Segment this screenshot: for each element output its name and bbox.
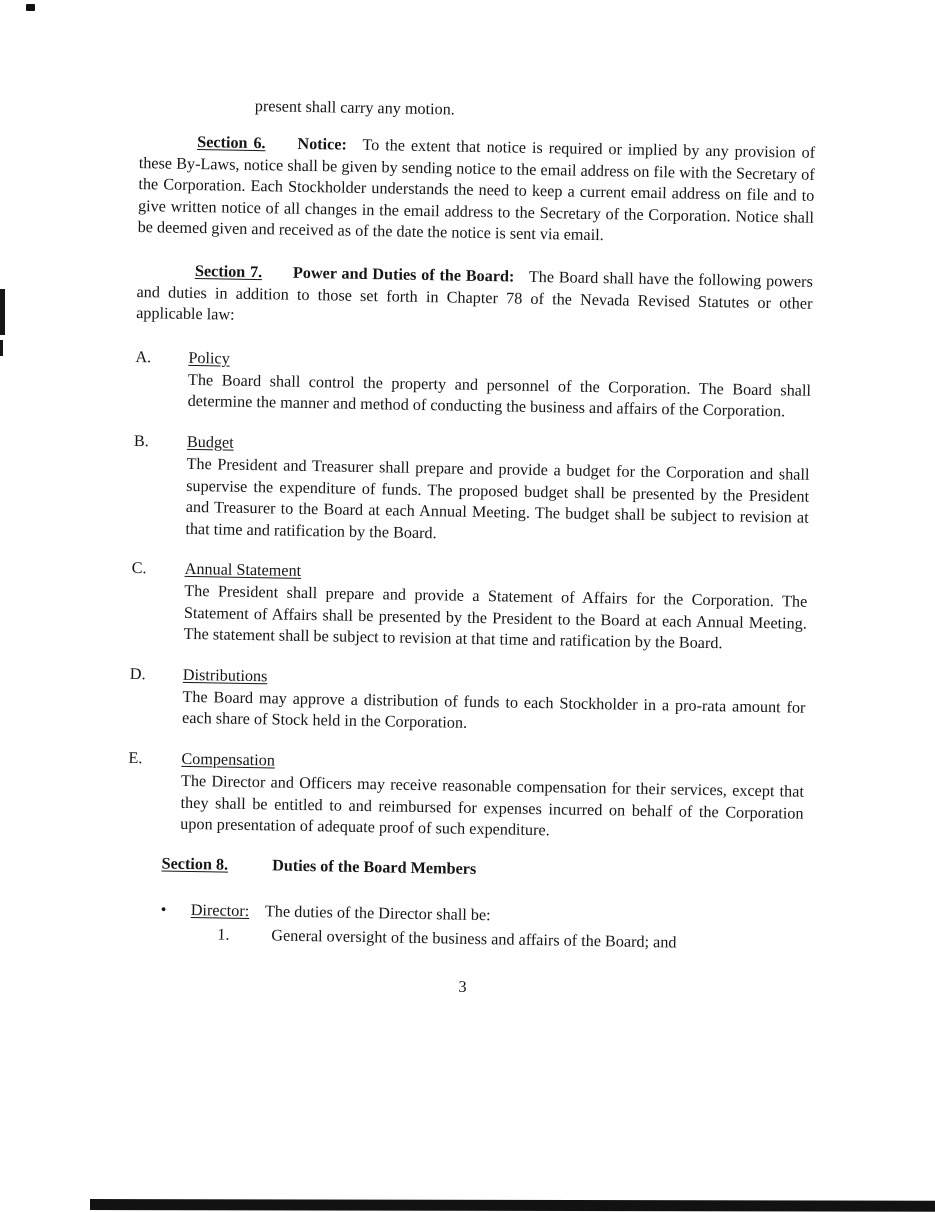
director-lead-text: The duties of the Director shall be: — [264, 902, 491, 925]
section-6-body: To the extent that notice is required or implied by any provision of these By-Laws, notice shall be given by sending notice to the email address on file with the Secretary of the Corporation. Each Stockholder understands the need to keep a current email address on file and to give written notice of all changes in the email address to the Secretary of the Corporation. Notice shall be deemed given and received as of the date the notice is sent via email. — [137, 136, 816, 245]
scan-artifact-left-edge-2 — [0, 340, 3, 356]
section-7-paragraph — [136, 260, 813, 336]
subsection-b-content — [185, 432, 810, 551]
subsection-b-letter: B. — [133, 431, 149, 451]
page-content — [124, 94, 816, 1004]
duty-item-number: 1. — [217, 925, 230, 944]
subsection-e-body: The Director and Officers may receive reasonable compensation for their services, except that they shall be entitled to and reimbursed for expenses incurred on behalf of the Corporation upon presentation of adequate proof of such expenditure. — [180, 771, 805, 840]
subsection-d-body: The Board may approve a distribution of funds to each Stockholder in a pro-rata amount for each share of Stock held in the Corporation. — [181, 687, 806, 733]
subsection-a — [134, 347, 811, 424]
section-8-label: Section 8. — [161, 854, 229, 875]
subsection-b-body: The President and Treasurer shall prepare and provide a budget for the Corporation and shall supervise the expenditure of funds. The proposed budget shall be presented by the President and Treasurer to the Board at each Annual Meeting. The budget shall be subject to revision at that time and ratification by the Board. — [185, 455, 810, 542]
subsection-e-heading: Compensation — [181, 749, 276, 770]
subsection-c-content — [183, 559, 807, 656]
section-8-title: Duties of the Board Members — [271, 856, 477, 879]
subsection-c-heading: Annual Statement — [184, 559, 302, 580]
subsection-c-letter: C. — [131, 558, 147, 578]
scan-artifact-left-edge — [0, 289, 5, 335]
section-8-heading — [161, 854, 802, 887]
subsection-d-heading: Distributions — [182, 665, 268, 685]
page-number: 3 — [458, 977, 467, 996]
subsection-b — [132, 431, 810, 551]
subsection-c-body: The President shall prepare and provide a Statement of Affairs for the Corporation. The Statement of Affairs shall be presented by the President to the Board at each Annual Meeting. The statement shall be subject to revision at that time and ratification by the Board. — [183, 582, 808, 653]
subsection-e-letter: E. — [128, 748, 143, 767]
subsection-a-letter: A. — [135, 347, 152, 366]
section-6-paragraph — [137, 131, 815, 250]
subsection-a-body: The Board shall control the property and personnel of the Corporation. The Board shall determine the manner and method of conducting the business and affairs of the Corporation. — [187, 370, 812, 421]
section-7-title: Power and Duties of the Board: — [292, 264, 515, 286]
director-term: Director: — [190, 900, 250, 920]
subsection-e — [127, 748, 804, 846]
bullet-icon: • — [160, 900, 167, 919]
subsection-d-letter: D. — [129, 664, 146, 683]
subsection-a-content — [187, 348, 811, 424]
subsection-a-heading: Policy — [188, 348, 230, 368]
subsection-e-content — [180, 749, 804, 846]
subsection-b-heading: Budget — [186, 432, 234, 452]
section-6-title: Notice: — [297, 135, 348, 155]
section-7-label: Section 7. — [194, 262, 263, 282]
carryover-text: present shall carry any motion. — [254, 97, 455, 119]
scan-artifact-top-left — [26, 4, 35, 11]
section-6-label: Section 6. — [197, 133, 266, 153]
subsection-c — [130, 558, 807, 656]
section-7-body: The Board shall have the following powers and duties in addition to those set forth in Chapter 78 of the Nevada Revised Statutes or other applicable law: — [136, 268, 813, 324]
subsection-d-content — [182, 664, 806, 740]
subsection-d — [129, 663, 806, 740]
subsection-list — [127, 347, 811, 846]
duty-item-text: General oversight of the business and affairs of the Board; and — [271, 926, 677, 952]
